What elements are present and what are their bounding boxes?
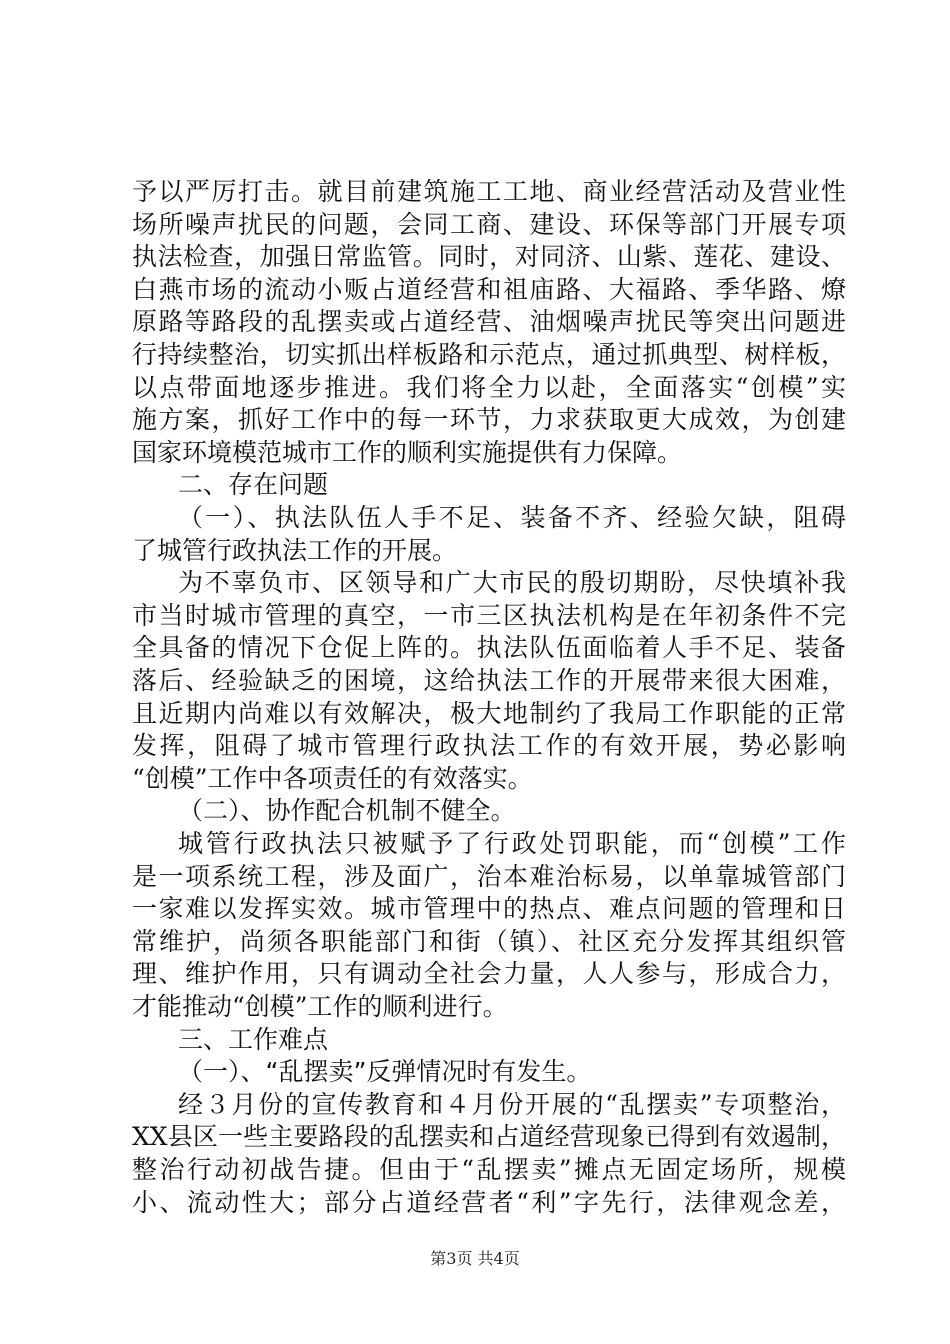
paragraph-line: 行持续整治，切实抓出样板路和示范点，通过抓典型、树样板， [132,340,846,369]
page-footer: 第3页 共4页 [430,1249,520,1268]
paragraph-line: 整治行动初战告捷。但由于“乱摆卖”摊点无固定场所，规模 [132,1155,846,1184]
section-heading-line: 三、工作难点 [178,1025,329,1054]
paragraph-line: 执法检查，加强日常监管。同时，对同济、山紫、莲花、建设、 [132,242,846,271]
paragraph-line: 小、流动性大；部分占道经营者“利”字先行，法律观念差， [132,1188,846,1217]
section-heading-line: 二、存在问题 [178,470,329,499]
paragraph-line: 常维护，尚须各职能部门和街（镇）、社区充分发挥其组织管 [132,927,846,956]
paragraph-line: 予以严厉打击。就目前建筑施工工地、商业经营活动及营业性 [132,177,846,206]
paragraph-line: 经３月份的宣传教育和４月份开展的“乱摆卖”专项整治， [178,1090,846,1119]
paragraph-line: 一家难以发挥实效。城市管理中的热点、难点问题的管理和日 [132,894,846,923]
paragraph-line: 施方案，抓好工作中的每一环节，力求获取更大成效，为创建 [132,405,846,434]
paragraph-line: 落后、经验缺乏的困境，这给执法工作的开展带来很大困难， [132,666,846,695]
paragraph-line: 以点带面地逐步推进。我们将全力以赴，全面落实“创模”实 [132,373,846,402]
paragraph-line: 才能推动“创模”工作的顺利进行。 [132,992,508,1021]
paragraph-line: 场所噪声扰民的问题，会同工商、建设、环保等部门开展专项 [132,210,846,239]
paragraph-line: 是一项系统工程，涉及面广，治本难治标易，以单靠城管部门 [132,862,846,891]
paragraph-line: “创模”工作中各项责任的有效落实。 [132,764,533,793]
paragraph-line: 且近期内尚难以有效解决，极大地制约了我局工作职能的正常 [132,699,846,728]
section-heading-line: （一）、执法队伍人手不足、装备不齐、经验欠缺，阻碍 [178,503,846,532]
paragraph-line: 原路等路段的乱摆卖或占道经营、油烟噪声扰民等突出问题进 [132,307,846,336]
paragraph-line: XX县区一些主要路段的乱摆卖和占道经营现象已得到有效遏制， [132,1122,846,1151]
paragraph-line: 国家环境模范城市工作的顺利实施提供有力保障。 [132,438,683,467]
paragraph-line: 白燕市场的流动小贩占道经营和祖庙路、大福路、季华路、燎 [132,275,846,304]
paragraph-line: 理、维护作用，只有调动全社会力量，人人参与，形成合力， [132,959,846,988]
section-heading-line: （一）、“乱摆卖”反弹情况时有发生。 [178,1057,592,1086]
paragraph-line: 市当时城市管理的真空，一市三区执法机构是在年初条件不完 [132,601,846,630]
paragraph-line: 发挥，阻碍了城市管理行政执法工作的有效开展，势必影响 [132,731,846,760]
paragraph-line: 城管行政执法只被赋予了行政处罚职能，而“创模”工作 [178,829,846,858]
section-heading-line: 了城管行政执法工作的开展。 [132,536,458,565]
paragraph-line: 全具备的情况下仓促上阵的。执法队伍面临着人手不足、装备 [132,633,846,662]
section-heading-line: （二）、协作配合机制不健全。 [178,796,516,825]
paragraph-line: 为不辜负市、区领导和广大市民的殷切期盼，尽快填补我 [178,568,846,597]
